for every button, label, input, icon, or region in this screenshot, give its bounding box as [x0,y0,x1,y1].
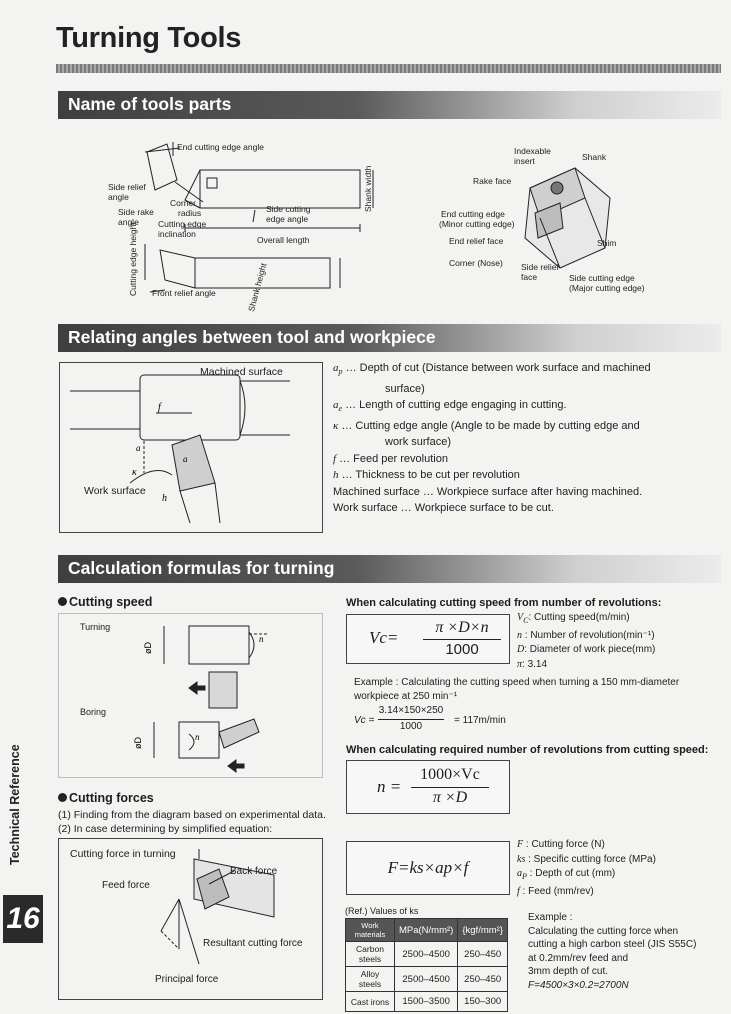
svg-text:n: n [195,732,200,742]
label-principal-force: Principal force [155,974,219,985]
definitions-list [333,360,713,517]
example-line: cutting a high carbon steel (JIS S55C) [528,939,697,950]
legend-line: π: 3.14 [517,658,548,670]
definition-line: work surface) [385,436,452,449]
table-cell: 2500–4500 [394,942,457,967]
angles-diagram-frame [59,362,323,533]
table-row [346,942,508,967]
insert-parts-diagram [505,158,625,278]
label-side-cutting-edge-angle: Side cutting edge angle [266,204,311,224]
section-title-angles: Relating angles between tool and workpiece [68,327,436,347]
legend-line: n : Number of revolution(min⁻¹) [517,629,655,641]
tool-parts-diagram [105,140,395,315]
page-title: Turning Tools [56,22,242,54]
table-cell: 1500–3500 [394,992,457,1012]
definition-line: Machined surface … Workpiece surface after having machined. [333,485,643,498]
table-row [346,992,508,1012]
vc-formula-box: Vc= π ×D×n 1000 [346,614,510,664]
label-cutting-edge-inclination: Cutting edge inclination [158,219,207,239]
cutting-speed-heading: Cutting speed [58,595,152,609]
table-cell: 150–300 [458,992,508,1012]
legend-line: $V_C$: Cutting speed(m/min) [517,612,630,625]
section-header-parts [58,91,721,119]
table-cell: 250–450 [458,942,508,967]
label-back-force: Back force [230,866,278,877]
example-line: 3mm depth of cut. [528,966,609,977]
legend-line: f : Feed (mm/rev) [517,885,594,897]
label-work-surface: Work surface [84,485,146,497]
label-cutting-edge-height: Cutting edge height [128,222,138,296]
section-header-formulas [58,555,721,583]
turning-boring-diagram [59,614,322,777]
label-side-rake-angle: Side rake angle [118,207,154,227]
cutting-forces-notes: (1) Finding from the diagram based on experimental data. (2) In case determining by simplified equation: [58,809,326,835]
cutting-speed-diagram-frame [58,613,323,778]
ks-table-caption: (Ref.) Values of ks [345,906,419,916]
label-rake-face: Rake face [473,176,512,186]
cutting-forces-heading: Cutting forces [58,791,154,805]
example-line: Example : [528,912,573,923]
legend-line: ks : Specific cutting force (MPa) [517,853,656,865]
label-boring: Boring [80,707,107,717]
example-line: F=4500×3×0.2=2700N [528,979,629,991]
table-header-row [346,919,508,942]
definition-line: $a_p$ … Depth of cut (Distance between work surface and machined [333,362,651,377]
svg-text:f: f [158,402,161,413]
table-cell: 250–450 [458,967,508,992]
table-cell: Carbon steels [346,942,395,967]
label-shim: Shim [597,238,617,248]
label-side-cutting-edge: Side cutting edge (Major cutting edge) [569,273,645,293]
definition-line: Work surface … Workpiece surface to be cut. [333,502,554,515]
example-line: at 0.2mm/rev feed and [528,952,629,964]
page-number: 16 [3,895,43,943]
definition-line: h … Thickness to be cut per revolution [333,469,520,482]
definition-line: f … Feed per revolution [333,452,448,465]
side-tab-label: Technical Reference [8,744,22,865]
label-end-cutting-edge: End cutting edge (Minor cutting edge) [439,209,515,229]
force-formula-box: F=ks×ap×f [346,841,510,895]
title-rule [56,64,721,73]
table-row [346,967,508,992]
label-side-relief-angle: Side relief angle [108,182,146,202]
label-machined-surface: Machined surface [200,366,283,378]
label-turning: Turning [80,622,111,632]
label-feed-force: Feed force [102,880,150,891]
label-corner-radius: Corner radius [170,198,202,218]
label-corner-nose: Corner (Nose) [449,258,503,268]
bullet-icon [58,793,67,802]
example-line: Calculating the cutting force when [528,925,679,937]
table-header-cell: {kgf/mm²} [458,919,508,942]
angles-diagram [60,363,322,532]
svg-text:n: n [259,634,264,644]
table-cell: 2500–4500 [394,967,457,992]
definition-line: κ … Cutting edge angle (Angle to be made by cutting edge and [333,419,640,432]
label-indexable-insert: Indexable insert [514,146,551,166]
svg-text:a: a [183,454,188,464]
force-legend [517,838,656,899]
svg-text:øD: øD [143,642,153,654]
bullet-icon [58,597,67,606]
vc-legend [517,611,655,672]
legend-line: F : Cutting force (N) [517,839,605,850]
label-end-cutting-edge-angle: End cutting edge angle [177,142,264,152]
label-front-relief-angle: Front relief angle [152,288,216,298]
svg-text:øD: øD [133,737,143,749]
force-example [528,911,718,992]
speed-example-calc: Vc = 3.14×150×250 1000 = 117m/min [354,705,506,732]
speed-example: Example : Calculating the cutting speed when turning a 150 mm-diameter workpiece at 250 min⁻¹ [354,677,680,702]
table-cell: Cast irons [346,992,395,1012]
label-end-relief-face: End relief face [449,236,504,246]
label-cutting-force-in-turning: Cutting force in turning [70,848,176,860]
section-title-formulas: Calculation formulas for turning [68,558,335,578]
table-header-cell: MPa(N/mm²) [394,919,457,942]
section-title-parts: Name of tools parts [68,94,232,114]
rev-from-speed-title: When calculating required number of revolutions from cutting speed: [346,744,709,756]
label-shank-height: Shank height [246,262,269,313]
section-header-angles [58,324,721,352]
label-side-relief-face: Side relief face [521,262,559,282]
label-shank-width: Shank width [363,165,373,212]
svg-text:h: h [162,493,167,504]
n-formula-box: n = 1000×Vc π ×D [346,760,510,814]
side-tab [0,735,44,870]
label-shank: Shank [582,152,607,162]
svg-text:a: a [136,443,141,453]
definition-line: $a_e$ … Length of cutting edge engaging in cutting. [333,399,567,414]
label-resultant-force: Resultant cutting force [203,938,303,949]
definition-line: surface) [385,382,425,395]
table-cell: Alloy steels [346,967,395,992]
legend-line: $a_P$ : Depth of cut (mm) [517,868,616,881]
svg-text:κ: κ [132,467,137,478]
legend-line: D: Diameter of work piece(mm) [517,644,656,655]
label-overall-length: Overall length [257,235,310,245]
ks-table [345,918,508,1012]
table-header-cell: Work materials [346,919,395,942]
speed-from-rev-title: When calculating cutting speed from number of revolutions: [346,597,662,609]
